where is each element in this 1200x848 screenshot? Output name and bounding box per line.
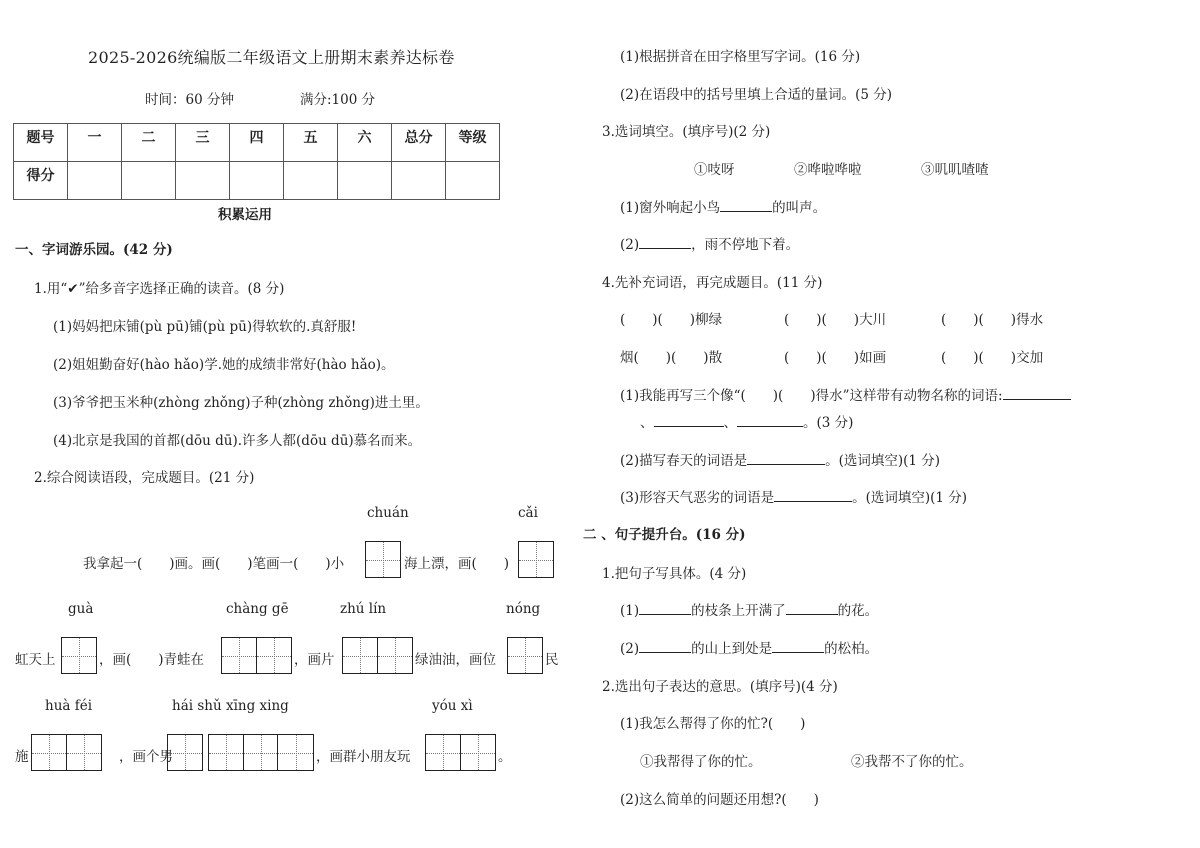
passage-text: ，画( )青蛙在 — [99, 652, 205, 668]
passage-text: ，画群小朋友玩 — [316, 749, 411, 765]
table-cell: 一 — [68, 124, 122, 162]
passage-text: 。 — [498, 749, 512, 765]
s1-item: (2) 的山上到处是 的松柏。 — [620, 641, 879, 657]
tian-grid[interactable] — [425, 734, 496, 771]
section-heading: 积累运用 — [218, 207, 272, 223]
pinyin-label: chàng gē — [226, 601, 289, 617]
q1-item: (3)爷爷把玉米种(zhòng zhǒng)子种(zhòng zhǒng)进土里。 — [53, 395, 429, 411]
pinyin-label: hái shǔ xīng xing — [172, 698, 289, 714]
s2-item[interactable]: (2)这么简单的问题还用想?( ) — [620, 792, 819, 808]
score-input-cell[interactable] — [230, 162, 284, 200]
table-cell: 五 — [284, 124, 338, 162]
answer-blank[interactable] — [772, 651, 824, 653]
part2-title: 二 、句子提升台。(16 分) — [583, 527, 746, 543]
s1-title: 1.把句子写具体。(4 分) — [602, 566, 747, 582]
score-input-cell[interactable] — [338, 162, 392, 200]
pinyin-label: guà — [68, 601, 94, 617]
score-table — [13, 123, 500, 200]
tian-grid[interactable] — [342, 637, 413, 674]
q4-word[interactable]: ( )( )得水 — [941, 312, 1044, 328]
passage-text: ，画片 — [294, 652, 335, 668]
q4-item: (3)形容天气恶劣的词语是 。(选词填空)(1 分) — [620, 490, 968, 506]
tian-grid[interactable] — [208, 734, 314, 771]
passage-text: 虹天上 — [15, 652, 56, 668]
q3-option: ①吱呀 — [694, 162, 735, 178]
table-cell: 二 — [122, 124, 176, 162]
tian-grid[interactable] — [518, 541, 554, 578]
part1-title: 一、字词游乐园。(42 分) — [15, 242, 173, 258]
pinyin-label: yóu xì — [432, 698, 473, 714]
s2-option: ②我帮不了你的忙。 — [851, 754, 973, 770]
score-input-cell[interactable] — [122, 162, 176, 200]
tian-grid[interactable] — [61, 637, 97, 674]
pinyin-label: chuán — [367, 505, 409, 521]
score-input-cell[interactable] — [392, 162, 446, 200]
q1-item: (1)妈妈把床铺(pù pū)铺(pù pū)得软软的.真舒服! — [53, 319, 357, 335]
table-cell: 得分 — [14, 162, 68, 200]
table-cell: 四 — [230, 124, 284, 162]
table-cell: 题号 — [14, 124, 68, 162]
q4-word[interactable]: ( )( )柳绿 — [620, 312, 723, 328]
q1-item: (4)北京是我国的首都(dōu dū).许多人都(dōu dū)慕名而来。 — [53, 433, 422, 449]
pinyin-label: zhú lín — [340, 601, 387, 617]
s2-option: ①我帮得了你的忙。 — [640, 754, 762, 770]
pinyin-label: nóng — [506, 601, 541, 617]
q2-subitem: (2)在语段中的括号里填上合适的量词。(5 分) — [620, 87, 893, 103]
q4-item: (1)我能再写三个像“( )( )得水”这样带有动物名称的词语: — [620, 384, 1071, 404]
passage-text: 施 — [15, 749, 29, 765]
passage-text: 海上漂，画( ) — [404, 556, 510, 572]
s2-title: 2.选出句子表达的意思。(填序号)(4 分) — [602, 679, 838, 695]
tian-grid[interactable] — [167, 734, 203, 771]
q4-word[interactable]: 烟( )( )散 — [620, 350, 723, 366]
q3-item: (1)窗外响起小鸟 的叫声。 — [620, 200, 827, 216]
q4-word[interactable]: ( )( )交加 — [941, 350, 1044, 366]
answer-blank[interactable] — [720, 210, 772, 212]
q1-item: (2)姐姐勤奋好(hào hǎo)学.她的成绩非常好(hào hǎo)。 — [53, 357, 395, 373]
score-table-score-row — [14, 162, 500, 200]
exam-time: 时间：60 分钟 — [145, 92, 234, 108]
pinyin-label: huà féi — [45, 698, 93, 714]
q4-word[interactable]: ( )( )大川 — [784, 312, 887, 328]
score-input-cell[interactable] — [176, 162, 230, 200]
q3-option: ②哗啦哗啦 — [794, 162, 862, 178]
table-cell: 三 — [176, 124, 230, 162]
q2-title: 2.综合阅读语段，完成题目。(21 分) — [34, 470, 255, 486]
answer-blank[interactable] — [774, 500, 852, 502]
exam-full-score: 满分:100 分 — [300, 92, 376, 108]
q4-word[interactable]: ( )( )如画 — [784, 350, 887, 366]
score-input-cell[interactable] — [446, 162, 500, 200]
s1-item: (1) 的枝条上开满了 的花。 — [620, 603, 879, 619]
q2-subitem: (1)根据拼音在田字格里写字词。(16 分) — [620, 49, 861, 65]
answer-blank[interactable] — [654, 425, 724, 427]
tian-grid[interactable] — [507, 637, 543, 674]
exam-title: 2025-2026统编版二年级语文上册期末素养达标卷 — [88, 48, 455, 67]
passage-text: 绿油油，画位 — [415, 652, 496, 668]
q3-item: (2) ，雨不停地下着。 — [620, 237, 800, 253]
passage-text: 我拿起一( )画。画( )笔画一( )小 — [83, 556, 345, 572]
q4-item: (2)描写春天的词语是 。(选词填空)(1 分) — [620, 453, 941, 469]
q1-title: 1.用“✔”给多音字选择正确的读音。(8 分) — [34, 281, 285, 297]
answer-blank[interactable] — [1003, 398, 1071, 400]
pinyin-label: cǎi — [518, 505, 538, 521]
tian-grid[interactable] — [31, 734, 102, 771]
table-cell: 等级 — [446, 124, 500, 162]
score-input-cell[interactable] — [68, 162, 122, 200]
passage-text: 民 — [545, 652, 559, 668]
tian-grid[interactable] — [221, 637, 292, 674]
score-table-header-row — [14, 124, 500, 162]
answer-blank[interactable] — [786, 613, 838, 615]
answer-blank[interactable] — [747, 463, 825, 465]
answer-blank[interactable] — [639, 613, 691, 615]
q4-item: 、 、 。(3 分) — [640, 415, 854, 431]
answer-blank[interactable] — [737, 425, 803, 427]
s2-item[interactable]: (1)我怎么帮得了你的忙?( ) — [620, 716, 806, 732]
table-cell: 六 — [338, 124, 392, 162]
table-cell: 总分 — [392, 124, 446, 162]
score-input-cell[interactable] — [284, 162, 338, 200]
tian-grid[interactable] — [365, 541, 401, 578]
answer-blank[interactable] — [639, 247, 691, 249]
q3-option: ③叽叽喳喳 — [921, 162, 989, 178]
answer-blank[interactable] — [639, 651, 691, 653]
q3-title: 3.选词填空。(填序号)(2 分) — [602, 124, 771, 140]
q4-title: 4.先补充词语，再完成题目。(11 分) — [602, 275, 823, 291]
passage-text: ，画个男 — [119, 749, 173, 765]
